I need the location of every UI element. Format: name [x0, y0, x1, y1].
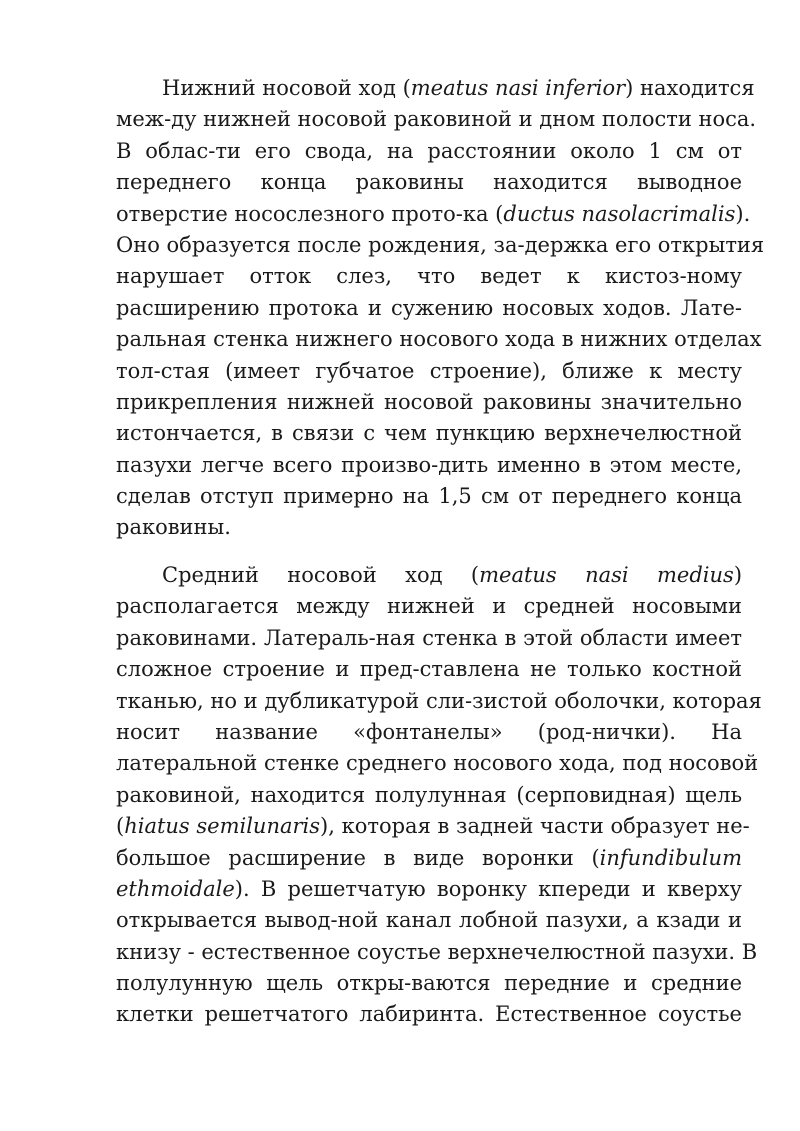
text-run: ( [116, 814, 125, 839]
text-line [116, 261, 742, 292]
text-run: нарушает отток слез, что ведет к кистоз-ному [116, 264, 742, 289]
text-run: ), которая в задней части образует не- [320, 814, 750, 839]
text-line [116, 748, 759, 779]
text-line [116, 136, 742, 167]
text-line [116, 73, 755, 104]
text-run: ). [735, 201, 751, 226]
paragraph-middle-meatus [116, 560, 762, 1031]
text-line [116, 512, 742, 543]
text-line [116, 418, 742, 449]
text-line [116, 874, 742, 905]
text-run: ) [733, 563, 743, 587]
text-line [116, 356, 742, 387]
text-line [116, 937, 758, 968]
text-line [116, 968, 742, 999]
text-run: пазухи легче всего произво-дить именно в этом месте, [116, 452, 742, 477]
text-run: большое расширение в виде воронки ( [116, 845, 600, 870]
latin-term: meatus nasi medius [479, 563, 734, 587]
text-run: ). В решетчатую воронку кпереди и кверху [234, 876, 742, 901]
text-run: переднего конца раковины находится выводное [116, 170, 742, 195]
text-run: Оно образуется после рождения, за-держка его открытия [116, 232, 765, 257]
text-line [116, 999, 742, 1030]
latin-term: ethmoidale [116, 876, 235, 901]
text-run: раковинами. Латераль-ная стенка в этой области имеет [116, 625, 742, 650]
text-run: ) находится [625, 76, 755, 100]
text-run: истончается, в связи с чем пункцию верхнечелюстной [116, 421, 742, 446]
text-line [116, 560, 742, 591]
text-run: сделав отступ примерно на 1,5 см от переднего конца [116, 484, 742, 509]
text-line [116, 199, 751, 230]
text-run: расширению протока и сужению носовых ходов. Лате- [116, 295, 742, 320]
text-line [116, 654, 742, 685]
text-line [116, 843, 742, 874]
text-run: Средний носовой ход ( [162, 563, 480, 587]
text-line [116, 230, 765, 261]
text-line [116, 717, 742, 748]
latin-term: meatus nasi inferior [410, 76, 626, 100]
text-run: раковиной, находится полулунная (серповидная) щель [116, 782, 742, 807]
text-run: латеральной стенке среднего носового хода, под носовой [116, 751, 759, 776]
text-run: полулунную щель откры-ваются передние и средние [116, 971, 742, 996]
text-line [116, 481, 742, 512]
text-run: располагается между нижней и средней носовыми [116, 594, 742, 619]
text-line [116, 167, 742, 198]
text-run: В облас-ти его свода, на расстоянии около 1 см от [116, 138, 742, 163]
text-run: меж-ду нижней носовой раковиной и дном полости носа. [116, 107, 757, 132]
text-line [116, 686, 762, 717]
latin-term: ductus nasolacrimalis [503, 201, 736, 226]
text-run: сложное строение и пред-ставлена не только костной [116, 657, 742, 682]
text-line [116, 324, 762, 355]
text-run: книзу - естественное соустье верхнечелюстной пазухи. В [116, 939, 758, 964]
text-run: тканью, но и дубликатурой сли-зистой оболочки, которая [116, 688, 762, 713]
text-line [116, 104, 757, 135]
text-run: раковины. [116, 515, 231, 540]
text-line [116, 780, 742, 811]
paragraph-inferior-meatus [116, 73, 765, 544]
text-run: Нижний носовой ход ( [162, 76, 411, 100]
text-run: носит название «фонтанелы» (род-нички). На [116, 719, 742, 744]
text-run: ральная стенка нижнего носового хода в нижних отделах [116, 327, 762, 352]
text-run: тол-стая (имеет губчатое строение), ближе к месту [116, 358, 742, 383]
text-run: отверстие носослезного прото-ка ( [116, 201, 504, 226]
text-line [116, 811, 750, 842]
text-run: клетки решетчатого лабиринта. Естественное соустье [116, 1002, 742, 1027]
text-line [116, 293, 742, 324]
latin-term: infundibulum [599, 845, 742, 870]
text-line [116, 623, 742, 654]
latin-term: hiatus semilunaris [124, 814, 321, 839]
text-line [116, 387, 742, 418]
text-run: открывается вывод-ной канал лобной пазухи, а кзади и [116, 908, 742, 933]
text-line [116, 450, 742, 481]
text-line [116, 905, 742, 936]
text-line [116, 591, 742, 622]
text-run: прикрепления нижней носовой раковины значительно [116, 389, 742, 414]
